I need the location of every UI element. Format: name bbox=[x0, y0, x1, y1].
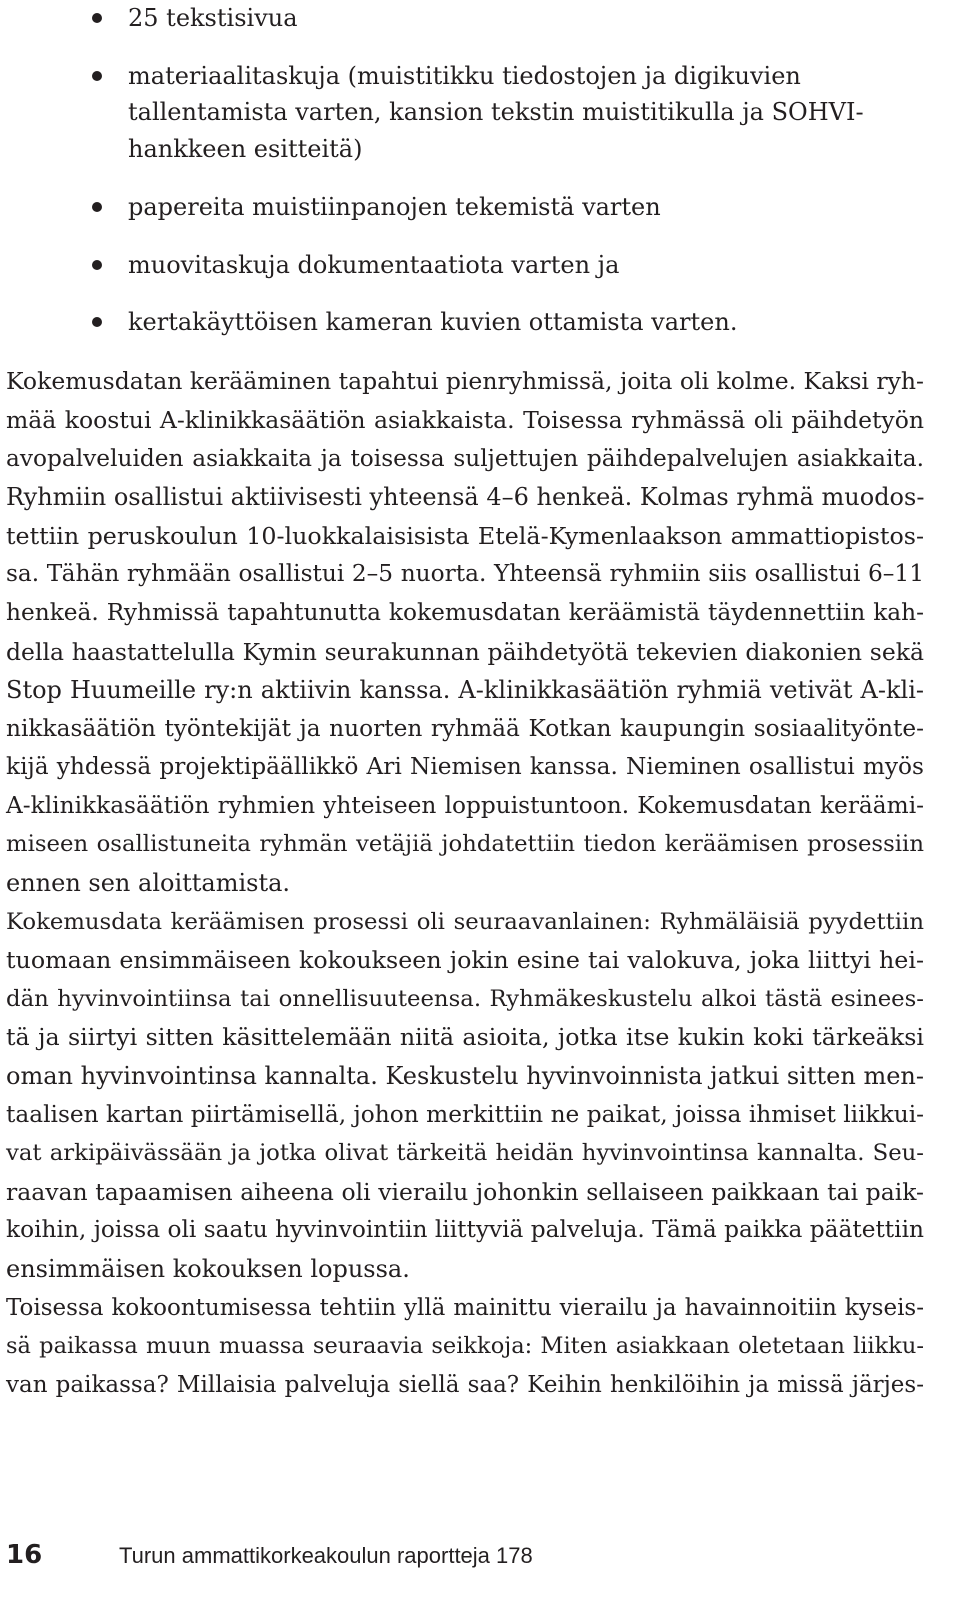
bullet-icon bbox=[92, 260, 102, 270]
bullet-icon bbox=[92, 13, 102, 23]
list-item bbox=[6, 304, 924, 340]
list-item bbox=[6, 247, 924, 283]
paragraph-data-collection: Kokemusdatan kerääminen tapahtui pienryhmissä, joita oli kolme. Kaksi ryh- mää koostui A-klinikkasäätiön asiakkaista. Toisessa ryhmässä oli päihdetyön avopalveluiden asiakkaita ja toisessa suljettujen päihdepalvelujen asiakkaita. Ryhmiin osallistui aktiivisesti yhteensä 4–6 henkeä. Kolmas ryhmä muodos- tettiin peruskoulun 10-luokkalaisisista Etelä-Kymenlaakson ammattiopistos- sa. Tähän ryhmään osallistui 2–5 nuorta. Yhteensä ryhmiin siis osallistui 6–11 henkeä. Ryhmissä tapahtunutta kokemusdatan keräämistä täydennettiin kah- della haastattelulla Kymin seurakunnan päihdetyötä tekevien diakonien sekä Stop Huumeille ry:n aktiivin kanssa. A-klinikkasäätiön ryhmiä vetivät A-kli- nikkasäätiön työntekijät ja nuorten ryhmää Kotkan kaupungin sosiaalityönte- kijä yhdessä projektipäällikkö Ari Niemisen kanssa. Nieminen osallistui myös A-klinikkasäätiön ryhmien yhteiseen loppuistuntoon. Kokemusdatan keräämi- miseen osallistuneita ryhmän vetäjiä johdatettiin tiedon keräämisen prosessiin ennen sen aloittamista. bbox=[6, 367, 925, 898]
list-item-text: materiaalitaskuja (muistitikku tiedostojen ja digikuvien tallentamista varten, kansion tekstin muistitikulla ja SOHVI- hankkeen esitteitä) bbox=[128, 61, 864, 163]
bullet-icon bbox=[92, 317, 102, 327]
list-item bbox=[6, 58, 924, 167]
list-item-text: 25 tekstisivua bbox=[128, 4, 298, 32]
bullet-icon bbox=[92, 202, 102, 212]
list-item-text: papereita muistiinpanojen tekemistä varten bbox=[128, 192, 661, 221]
bullet-icon bbox=[92, 71, 102, 81]
paragraph-second-meeting: Toisessa kokoontumisessa tehtiin yllä mainittu vierailu ja havainnoitiin kyseis- sä paikassa muun muassa seuraavia seikkoja: Miten asiakkaan oletetaan liikku- van paikassa? Millaisia palveluja siellä saa? Keihin henkilöihin ja missä järjes- bbox=[6, 1294, 924, 1398]
list-item-text: kertakäyttöisen kameran kuvien ottamista varten. bbox=[128, 308, 738, 337]
document-page bbox=[6, 0, 924, 1404]
publication-title: Turun ammattikorkeakoulun raportteja 178 bbox=[119, 1543, 533, 1568]
page-footer bbox=[0, 1538, 960, 1578]
list-item bbox=[6, 189, 924, 225]
page-number: 16 bbox=[6, 1540, 43, 1570]
paragraph-process: Kokemusdata keräämisen prosessi oli seuraavanlainen: Ryhmäläisiä pyydettiin tuomaan ensimmäiseen kokoukseen jokin esine tai valokuva, joka liittyi hei- dän hyvinvointiinsa tai onnellisuuteensa. Ryhmäkeskustelu alkoi tästä esinees- tä ja siirtyi sitten käsittelemään niitä asioita, jotka itse kukin koki tärkeäksi oman hyvinvointinsa kannalta. Keskustelu hyvinvoinnista jatkui sitten men- taalisen kartan piirtämisellä, johon merkittiin ne paikat, joissa ihmiset liikkui- vat arkipäivässään ja jotka olivat tärkeitä heidän hyvinvointinsa kannalta. Seu- raavan tapaamisen aiheena oli vierailu johonkin sellaiseen paikkaan tai paik- koihin, joissa oli saatu hyvinvointiin liittyviä palveluja. Tämä paikka päätettiin ensimmäisen kokouksen lopussa. bbox=[6, 908, 924, 1283]
list-item bbox=[6, 0, 924, 36]
equipment-list bbox=[6, 0, 924, 341]
list-item-text: muovitaskuja dokumentaatiota varten ja bbox=[128, 250, 620, 279]
